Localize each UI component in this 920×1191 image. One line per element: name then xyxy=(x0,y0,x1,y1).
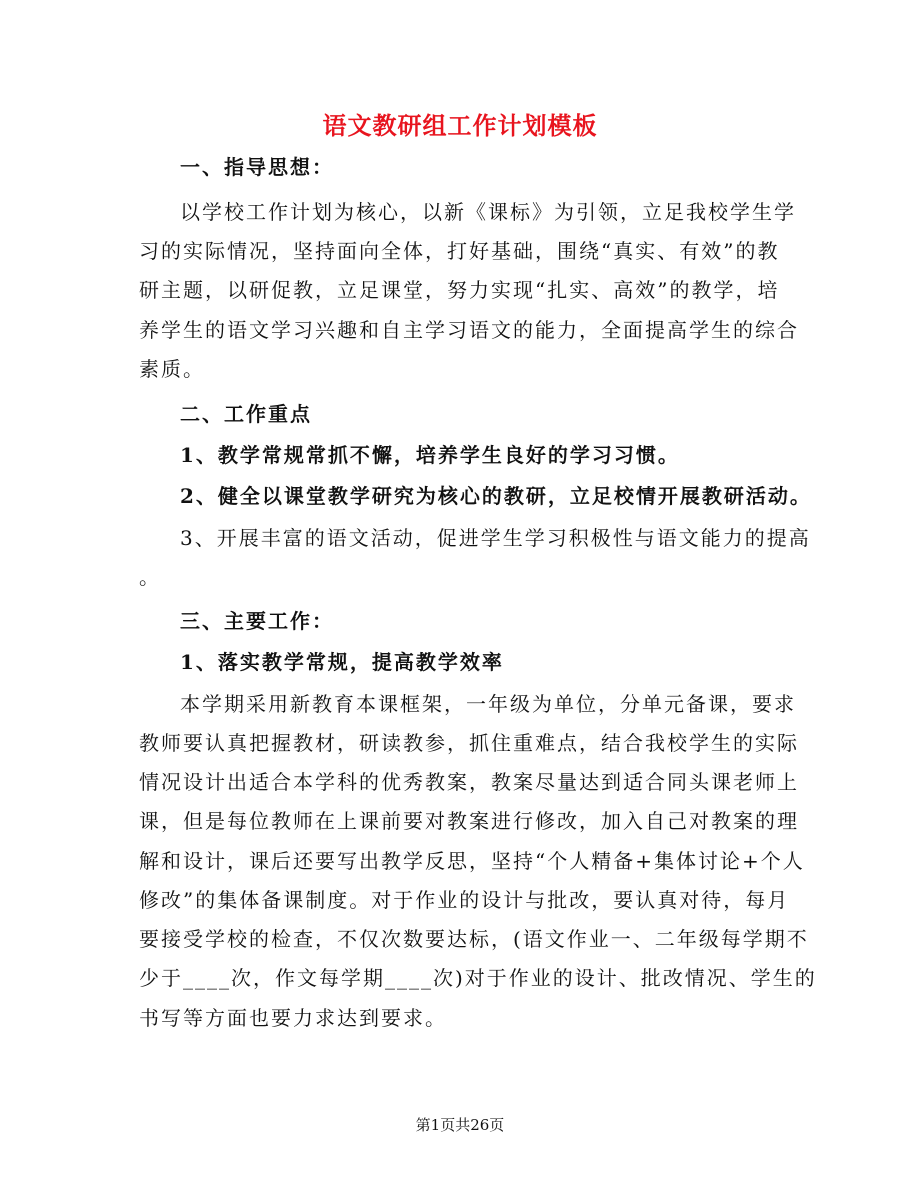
key-point-item: 1、教学常规常抓不懈，培养学生良好的学习习惯。 xyxy=(180,443,680,467)
subsection-heading: 1、落实教学常规，提高教学效率 xyxy=(180,650,504,674)
section-heading: 二、工作重点 xyxy=(180,402,312,426)
page-number: 第1页共26页 xyxy=(415,1116,505,1134)
paragraph-line: 解和设计，课后还要写出教学反思，坚持“个人精备+集体讨论+个人 xyxy=(139,849,805,873)
paragraph-line: 情况设计出适合本学科的优秀教案，教案尽量达到适合同头课老师上 xyxy=(139,770,799,794)
paragraph-line: 以学校工作计划为核心，以新《课标》为引领，立足我校学生学 xyxy=(180,200,796,224)
paragraph-line: 少于____次，作文每学期____次)对于作业的设计、批改情况、学生的 xyxy=(139,966,817,990)
paragraph-line: 课，但是每位教师在上课前要对教案进行修改，加入自己对教案的理 xyxy=(139,809,799,833)
paragraph-line: 教师要认真把握教材，研读教参，抓住重难点，结合我校学生的实际 xyxy=(139,731,799,755)
paragraph-line: 书写等方面也要力求达到要求。 xyxy=(139,1006,447,1030)
section-heading: 一、指导思想： xyxy=(180,155,334,179)
paragraph-line: 要接受学校的检查，不仅次数要达标，(语文作业一、二年级每学期不 xyxy=(139,927,809,951)
section-heading: 三、主要工作： xyxy=(180,609,334,633)
paragraph-line: 修改”的集体备课制度。对于作业的设计与批改，要认真对待，每月 xyxy=(139,888,790,912)
paragraph-line: 本学期采用新教育本课框架，一年级为单位，分单元备课，要求 xyxy=(180,692,796,716)
paragraph-line: 研主题，以研促教，立足课堂，努力实现“扎实、高效”的教学，培 xyxy=(139,278,780,302)
paragraph-line: 素质。 xyxy=(139,357,205,381)
key-point-item: 3、开展丰富的语文活动，促进学生学习积极性与语文能力的提高 xyxy=(180,526,811,550)
paragraph-line: 。 xyxy=(139,565,161,589)
paragraph-line: 习的实际情况，坚持面向全体，打好基础，围绕“真实、有效”的教 xyxy=(139,239,780,263)
document-title: 语文教研组工作计划模板 xyxy=(322,111,598,140)
key-point-item: 2、健全以课堂教学研究为核心的教研，立足校情开展教研活动。 xyxy=(180,484,812,508)
paragraph-line: 养学生的语文学习兴趣和自主学习语文的能力，全面提高学生的综合 xyxy=(139,318,799,342)
